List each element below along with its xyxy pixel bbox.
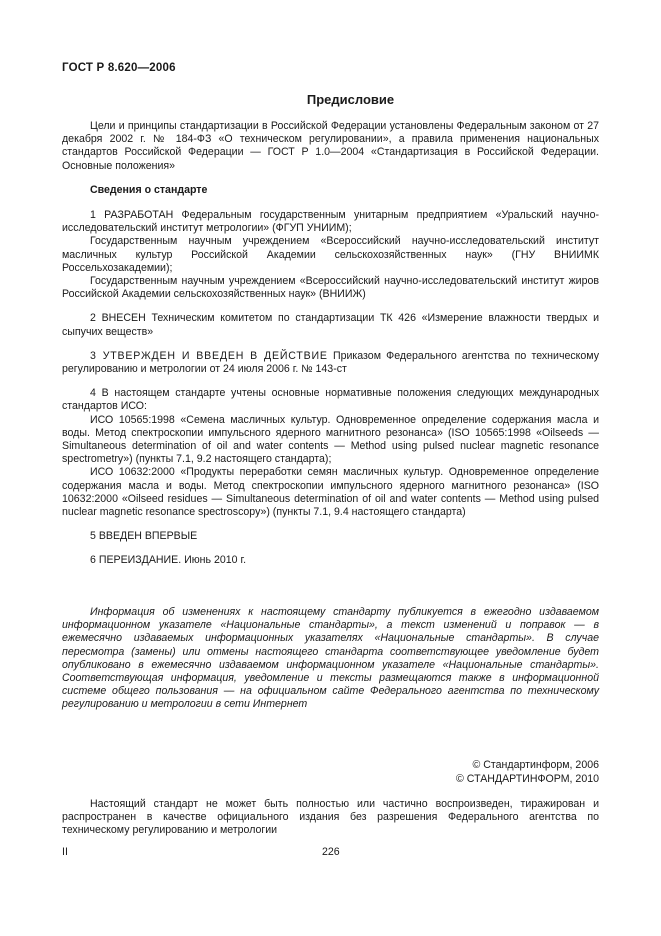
- section-title: Сведения о стандарте: [90, 183, 208, 196]
- copyright-line-1: © Стандартинформ, 2006: [472, 759, 599, 771]
- item-6: 6 ПЕРЕИЗДАНИЕ. Июнь 2010 г.: [90, 554, 247, 567]
- item-1-line-2: Государственным научным учреждением «Всероссийский научно-исследовательский институт масличных культур Российской Академии сельскохозяйственных наук» (ГНУ ВНИИМК Россельхозакадемии);: [62, 235, 599, 274]
- item-1-lead: 1 РАЗРАБОТАН: [90, 209, 174, 222]
- standard-id: ГОСТ Р 8.620—2006: [62, 62, 176, 74]
- page-number: 226: [322, 846, 340, 858]
- info-notice-text: Информация об изменениях к настоящему стандарту публикуется в ежегодно издаваемом информационном указателе «Национальные стандарты», а текст изменений и поправок — в ежемесячно издаваемых информационных указателях «Национальные стандарты». В случае пересмотра (замены) или отмены настоящего стандарта соответствующее уведомление будет опубликовано в ежемесячно издаваемом информационном указателе «Национальные стандарты». Соответствующая информация, уведомление и тексты размещаются также в информационной системе общего пользования — на официальном сайте Федерального агентства по техническому регулированию и метрологии в сети Интернет: [62, 606, 599, 711]
- roman-page-number: II: [62, 846, 68, 858]
- item-1-text: Федеральным государственным унитарным предприятием «Уральский научно-исследовательский институт метрологии» (ФГУП УНИИМ);: [62, 209, 599, 235]
- item-4-iso-1: ИСО 10565:1998 «Семена масличных культур. Одновременное определение содержания масла и воды. Метод спектроскопии импульсного ядерного магнитного резонанса» (ISO 10565:1998 «Oilseeds — Simultaneous determination of oil and water contents — Method using pulsed nuclear magnetic resonance spectrometry») (пункты 7.1, 9.2 настоящего стандарта);: [62, 413, 599, 466]
- item-5: 5 ВВЕДЕН ВПЕРВЫЕ: [90, 530, 198, 543]
- copyright-block: [456, 758, 599, 786]
- item-1-line-3: Государственным научным учреждением «Всероссийский научно-исследовательский институт жиров Российской Академии сельскохозяйственных наук» (ВНИИЖ): [62, 275, 599, 301]
- item-2-text: Техническим комитетом по стандартизации ТК 426 «Измерение влажности твердых и сыпучих веществ»: [62, 312, 599, 338]
- reproduction-notice-text: Настоящий стандарт не может быть полностью или частично воспроизведен, тиражирован и распространен в качестве официального издания без разрешения Федерального агентства по техническому регулированию и метрологии: [62, 798, 599, 837]
- item-3-text: Приказом Федерального агентства по техническому регулированию и метрологии от 24 июля 2006 г. № 143-ст: [62, 349, 599, 376]
- item-3-lead: 3 УТВЕРЖДЕН И ВВЕДЕН В ДЕЙСТВИЕ: [90, 349, 328, 362]
- item-1: [62, 209, 599, 235]
- preface-intro: Цели и принципы стандартизации в Российской Федерации установлены Федеральным законом от 27 декабря 2002 г. № 184-ФЗ «О техническом регулировании», а правила применения национальных стандартов Российской Федерации — ГОСТ Р 1.0—2004 «Стандартизация в Российской Федерации. Основные положения»: [62, 120, 599, 172]
- preface-body: [62, 120, 599, 579]
- info-notice: [62, 606, 599, 712]
- item-2: [62, 312, 599, 338]
- item-4-iso-2: ИСО 10632:2000 «Продукты переработки семян масличных культур. Одновременное определение содержания масла и воды. Метод спектроскопии импульсного ядерного магнитного резонанса» (ISO 10632:2000 «Oilseed residues — Simultaneous determination of oil and water contents — Method using pulsed nuclear magnetic resonance spectroscopy») (пункты 7.1, 9.4 настоящего стандарта): [62, 466, 599, 519]
- item-3: [62, 350, 599, 376]
- item-4: 4 В настоящем стандарте учтены основные нормативные положения следующих международных стандартов ИСО:: [62, 387, 599, 413]
- preface-title: Предисловие: [306, 92, 395, 107]
- copyright-line-2: © СТАНДАРТИНФОРМ, 2010: [456, 773, 599, 785]
- reproduction-notice: [62, 798, 599, 838]
- item-2-lead: 2 ВНЕСЕН: [90, 312, 146, 325]
